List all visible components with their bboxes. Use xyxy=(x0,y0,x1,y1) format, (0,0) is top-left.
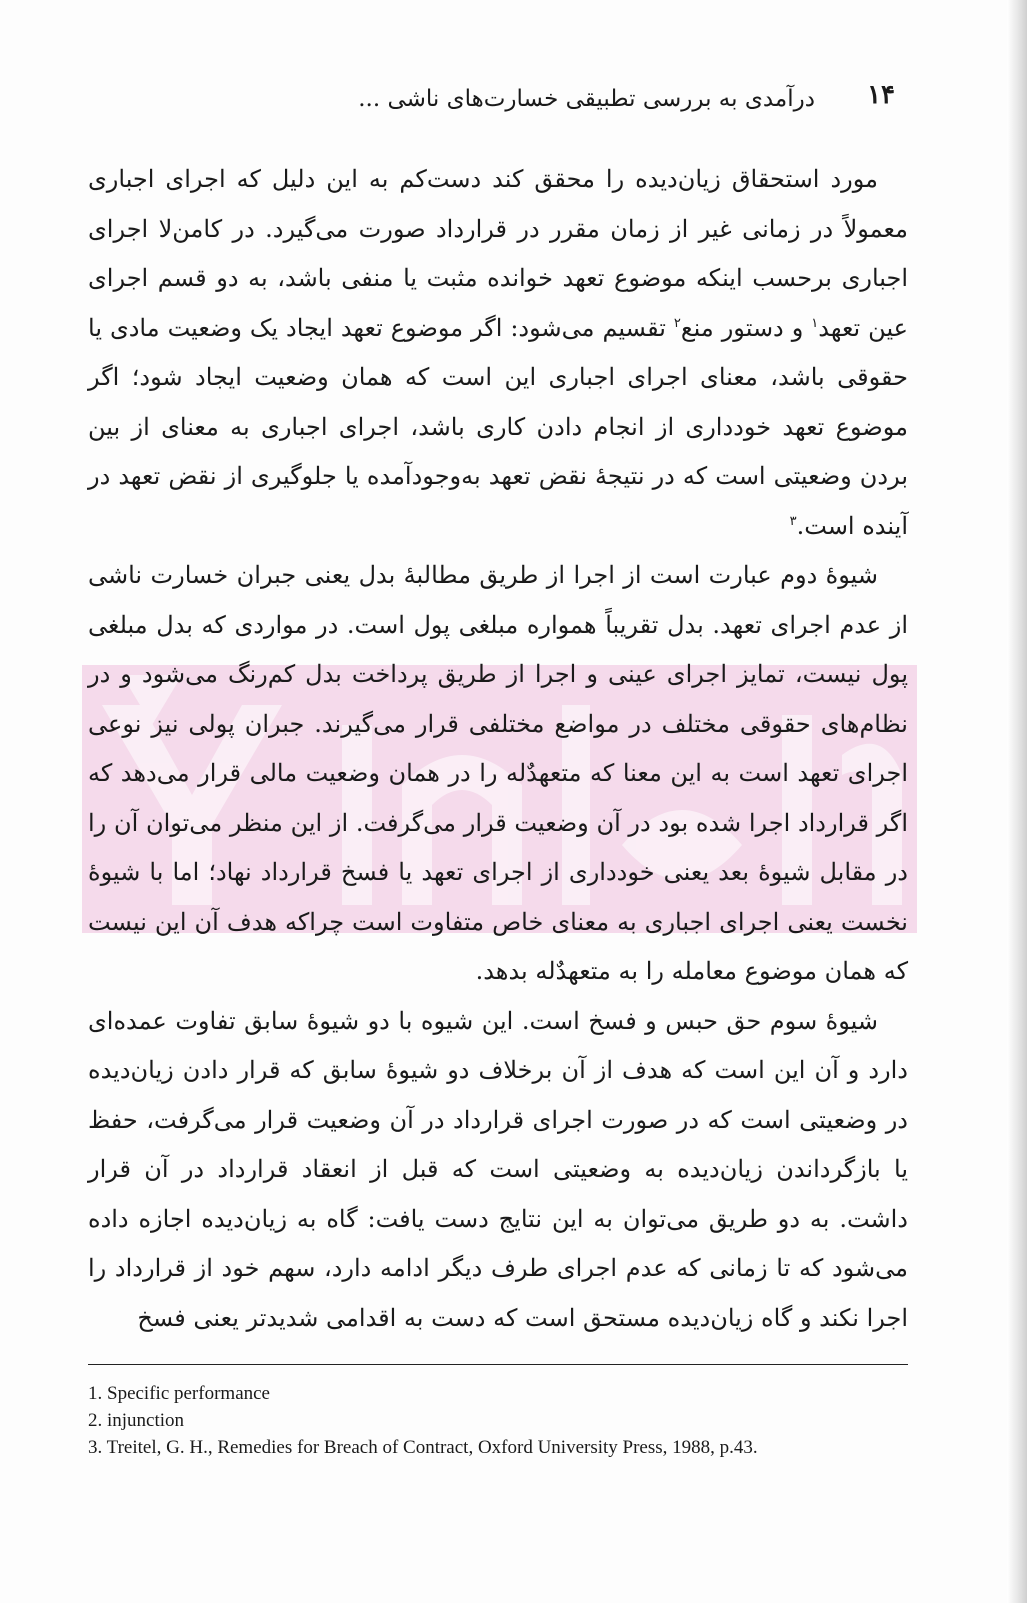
paragraph: شیوهٔ دوم عبارت است از اجرا از طریق مطالبهٔ بدل یعنی جبران خسارت ناشی از عدم اجرای تعهد. بدل تقریباً همواره مبلغی پول است. در مواردی که بدل مبلغی پول نیست، تمایز اجرای عینی و اجرا از طریق پرداخت بدل کم‌رنگ می‌شود و در نظام‌های حقوقی مختلف در مواضع مختلفی قرار می‌گیرند. جبران پولی نیز نوعی اجرای تعهد است به این معنا که متعهدٌله را در همان وضعیت مالی قرار می‌دهد که اگر قرارداد اجرا شده بود در آن وضعیت قرار می‌گرفت. از این منظر می‌توان آن را در مقابل شیوهٔ بعد یعنی خودداری از اجرای تعهد یا فسخ قرارداد نهاد؛ اما با شیوهٔ نخست یعنی اجرای اجباری به معنای خاص متفاوت است چراکه هدف آن این نیست که همان موضوع معامله را به متعهدٌله بدهد. xyxy=(88,561,908,985)
body-text xyxy=(88,155,908,1343)
footnote-marker: ۱ xyxy=(811,315,819,331)
running-header xyxy=(95,80,895,126)
footnote: 3. Treitel, G. H., Remedies for Breach of Contract, Oxford University Press, 1988, p.43. xyxy=(88,1437,758,1458)
footnotes xyxy=(88,1380,918,1461)
paragraph-text: تقسیم می‌شود: اگر موضوع تعهد ایجاد یک وضعیت مادی یا حقوقی باشد، معنای اجرای اجباری این است که همان وضعیت ایجاد شود؛ اگر موضوع تعهد خودداری از انجام دادن کاری باشد، اجرای اجباری به معنای از بین بردن وضعیتی است که در نتیجهٔ نقض تعهد به‌وجودآمده یا جلوگیری از نقض تعهد در آینده است. xyxy=(88,313,908,540)
footnote: 1. Specific performance xyxy=(88,1383,270,1404)
footnote-marker: ۲ xyxy=(673,315,681,331)
paragraph: شیوهٔ سوم حق حبس و فسخ است. این شیوه با دو شیوهٔ سابق تفاوت عمده‌ای دارد و آن این است که هدف از آن برخلاف دو شیوهٔ سابق که قرار دادن زیان‌دیده در وضعیتی است که در صورت اجرای قرارداد در آن وضعیت قرار می‌گرفت، حفظ یا بازگرداندن زیان‌دیده به وضعیتی است که قبل از انعقاد قرارداد در آن قرار داشت. به دو طریق می‌توان به این نتایج دست یافت: گاه به زیان‌دیده اجازه داده می‌شود که تا زمانی که عدم اجرای طرف دیگر ادامه دارد، سهم خود از قرارداد را اجرا نکند و گاه زیان‌دیده مستحق است که دست به اقدامی شدیدتر یعنی فسخ xyxy=(88,1006,908,1332)
paragraph-text: مورد استحقاق زیان‌دیده را محقق کند دست‌کم به این دلیل که اجرای اجباری معمولاً در زمانی غیر از زمان مقرر در قرارداد صورت می‌گیرد. در کامن‌لا اجرای اجباری برحسب اینکه موضوع تعهد خوانده مثبت یا منفی باشد، به دو قسم اجرای عین تعهد xyxy=(88,165,909,342)
footnote-divider xyxy=(88,1364,908,1365)
paragraph-text: و دستور منع xyxy=(680,313,804,342)
page-number: ۱۴ xyxy=(867,80,895,110)
footnote-marker: ۳ xyxy=(789,513,797,529)
page-edge-shadow xyxy=(1007,0,1027,1603)
paragraph xyxy=(88,155,908,551)
footnote: 2. injunction xyxy=(88,1410,185,1431)
running-title: درآمدی به بررسی تطبیقی خسارت‌های ناشی ... xyxy=(358,86,815,112)
